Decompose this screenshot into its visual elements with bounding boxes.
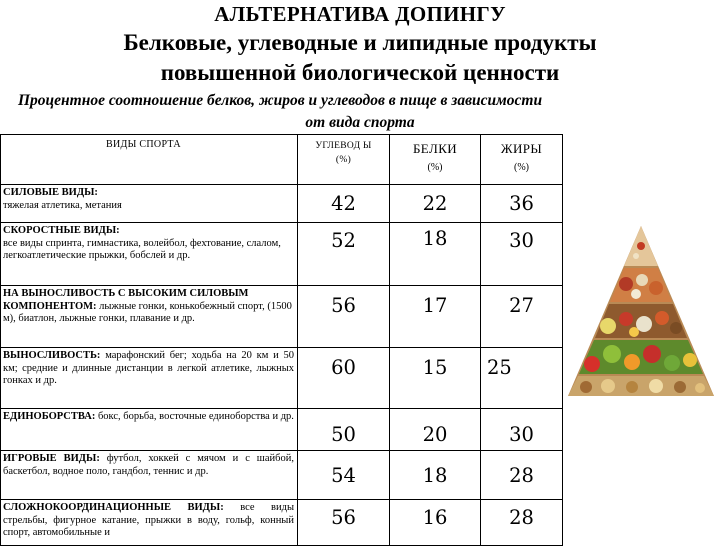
sport-description	[1, 348, 298, 409]
sport-category: СЛОЖНОКООРДИНАЦИОННЫЕ ВИДЫ:	[3, 502, 224, 513]
protein-value: 18	[390, 223, 481, 286]
sport-category: СИЛОВЫЕ ВИДЫ:	[3, 187, 98, 198]
table-row	[1, 500, 563, 546]
sport-category: ВЫНОСЛИВОСТЬ:	[3, 350, 101, 361]
sport-description	[1, 286, 298, 348]
sport-examples: тяжелая атлетика, метания	[3, 199, 122, 211]
carbs-value: 56	[298, 286, 390, 348]
table-header-row	[1, 135, 563, 185]
table-row	[1, 348, 563, 409]
protein-value: 20	[390, 409, 481, 451]
carbs-value: 54	[298, 451, 390, 500]
header-carbs-label: УГЛЕВОД Ы	[315, 141, 372, 151]
subtitle-line-1: Процентное соотношение белков, жиров и углеводов в пище в зависимости	[18, 92, 543, 109]
table-row	[1, 451, 563, 500]
sport-category: ЕДИНОБОРСТВА:	[3, 411, 96, 422]
subtitle-line-2: от вида спорта	[305, 114, 415, 131]
header-fat-unit: (%)	[514, 162, 529, 173]
table-row	[1, 185, 563, 223]
sport-examples: марафонский бег; ходьба на 20 км и 50 км; средние и длинные дистанции в легкой атлетике, лыжных гонках и др.	[3, 350, 294, 386]
carbs-value: 52	[298, 223, 390, 286]
fat-value: 36	[481, 185, 563, 223]
sport-examples: лыжные гонки, конькобежный спорт, (1500 м), биатлон, лыжные гонки, плавание и др.	[3, 300, 292, 324]
protein-value: 17	[390, 286, 481, 348]
sport-examples: все виды спринта, гимнастика, волейбол, фехтование, слалом, легкоатлетические прыжки, бобслей и др.	[3, 237, 281, 261]
carbs-value: 60	[298, 348, 390, 409]
sport-examples: футбол, хоккей с мячом и с шайбой, баскетбол, водное поло, гандбол, теннис и др.	[3, 453, 294, 477]
header-protein-unit: (%)	[427, 162, 443, 173]
sport-category: НА ВЫНОСЛИВОСТЬ С ВЫСОКИМ СИЛОВЫМ КОМПОНЕНТОМ:	[3, 288, 249, 312]
header-carbs-unit: (%)	[335, 155, 352, 165]
protein-value: 16	[390, 500, 481, 546]
header-protein-label: БЕЛКИ	[412, 141, 458, 156]
header-sport: ВИДЫ СПОРТА	[1, 135, 298, 185]
food-pyramid-image	[566, 224, 716, 398]
page-title: АЛЬТЕРНАТИВА ДОПИНГУ	[214, 2, 506, 26]
protein-value: 22	[390, 185, 481, 223]
sport-description	[1, 409, 298, 451]
headline-line-1: Белковые, углеводные и липидные продукты	[123, 30, 597, 55]
sport-description	[1, 500, 298, 546]
table-row	[1, 223, 563, 286]
fat-value: 28	[481, 500, 563, 546]
sport-examples: все виды стрельбы, фигурное катание, прыжки в воду, гольф, конный спорт, автомобильные и	[3, 502, 294, 538]
header-fat-label: ЖИРЫ	[500, 141, 543, 156]
protein-value: 18	[390, 451, 481, 500]
sport-category: СКОРОСТНЫЕ ВИДЫ:	[3, 225, 120, 236]
carbs-value: 56	[298, 500, 390, 546]
carbs-value: 50	[298, 409, 390, 451]
table-row	[1, 409, 563, 451]
sport-examples: бокс, борьба, восточные единоборства и др.	[97, 411, 294, 422]
header-fat	[481, 135, 563, 185]
fat-value: 30	[481, 223, 563, 286]
sport-description	[1, 185, 298, 223]
header-carbs	[298, 135, 390, 185]
carbs-value: 42	[298, 185, 390, 223]
fat-value: 27	[481, 286, 563, 348]
sport-category: ИГРОВЫЕ ВИДЫ:	[3, 453, 100, 464]
protein-value: 15	[390, 348, 481, 409]
fat-value: 25	[481, 348, 563, 409]
header-protein	[390, 135, 481, 185]
headline-line-2: повышенной биологической ценности	[160, 60, 560, 85]
fat-value: 30	[481, 409, 563, 451]
sport-description	[1, 223, 298, 286]
sport-description	[1, 451, 298, 500]
fat-value: 28	[481, 451, 563, 500]
nutrition-table	[0, 134, 563, 546]
table-row	[1, 286, 563, 348]
